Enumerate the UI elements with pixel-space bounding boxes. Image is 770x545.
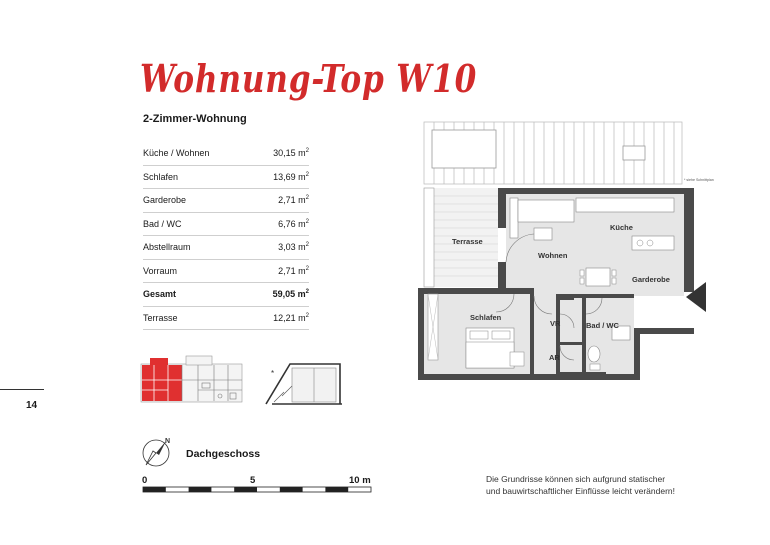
room-label-terrasse: Terrasse xyxy=(452,237,483,246)
page-title: Wohnung-Top W10 xyxy=(140,56,478,101)
room-name: Garderobe xyxy=(143,195,187,206)
room-label-bad: Bad / WC xyxy=(586,321,619,330)
room-label-wohnen: Wohnen xyxy=(538,251,568,260)
room-name: Gesamt xyxy=(143,289,177,300)
section-marker: * xyxy=(271,369,275,378)
room-area: 59,05 $m^2$ xyxy=(272,289,309,300)
scale-label-start: 0 xyxy=(142,475,148,486)
room-label-kueche: Küche xyxy=(610,223,633,232)
page-number: 14 xyxy=(26,400,38,411)
room-area-table xyxy=(143,142,309,330)
apartment-type: 2-Zimmer-Wohnung xyxy=(143,113,247,125)
room-area: 13,69 $m^2$ xyxy=(273,171,309,182)
table-row xyxy=(143,142,309,166)
room-name: Küche / Wohnen xyxy=(143,148,210,159)
table-row xyxy=(143,236,309,260)
table-row xyxy=(143,166,309,190)
room-name: Bad / WC xyxy=(143,218,182,229)
table-row xyxy=(143,189,309,213)
room-name: Schlafen xyxy=(143,171,179,182)
room-label-vr: VR xyxy=(550,319,561,328)
compass-icon xyxy=(140,433,176,469)
highlighted-unit xyxy=(142,365,182,401)
floor-plan xyxy=(410,118,714,388)
room-name: Abstellraum xyxy=(143,242,191,253)
floor-label: Dachgeschoss xyxy=(186,448,261,460)
table-row xyxy=(143,213,309,237)
scale-label-end: 10 m xyxy=(349,475,371,486)
room-area: 30,15 $m^2$ xyxy=(273,148,309,159)
section-plan xyxy=(262,358,352,408)
room-label-schlafen: Schlafen xyxy=(470,313,502,322)
table-row xyxy=(143,307,309,331)
room-name: Terrasse xyxy=(143,312,178,323)
room-area: 2,71 $m^2$ xyxy=(278,265,309,276)
table-row xyxy=(143,260,309,284)
room-area: 2,71 $m^2$ xyxy=(278,195,309,206)
room-area: 12,21 $m^2$ xyxy=(273,312,309,323)
disclaimer-text: Die Grundrisse können sich aufgrund statischer und bauwirtschaftlicher Einflüsse leicht verändern! xyxy=(486,474,675,496)
key-plan xyxy=(140,356,244,406)
room-area: 6,76 $m^2$ xyxy=(278,218,309,229)
section-note: * siehe Schnittplan xyxy=(684,178,714,182)
room-label-ar: AR xyxy=(549,353,560,362)
room-area: 3,03 $m^2$ xyxy=(278,242,309,253)
scale-bar xyxy=(143,487,373,493)
room-name: Vorraum xyxy=(143,265,178,276)
table-row-total xyxy=(143,283,309,307)
page-marker-line xyxy=(0,389,44,390)
room-label-garderobe: Garderobe xyxy=(632,275,670,284)
scale-label-mid: 5 xyxy=(250,475,256,486)
compass-north-label: N xyxy=(165,438,171,445)
